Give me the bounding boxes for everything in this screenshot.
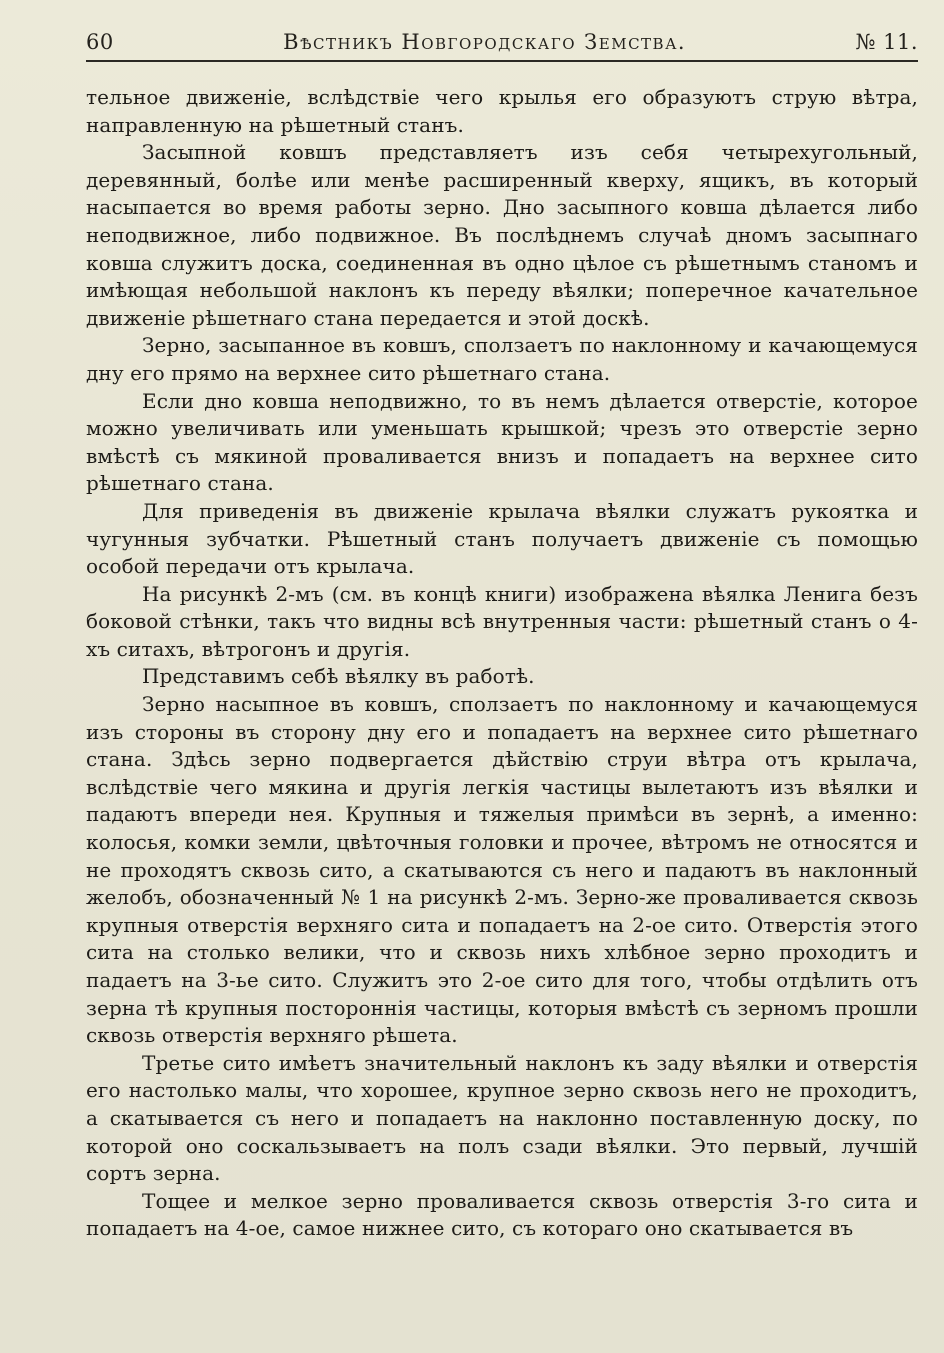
page-number: 60 [86, 30, 114, 54]
paragraph: Зерно, засыпанное въ ковшъ, сползаетъ по наклонному и качающемуся дну его прямо на верхнее сито рѣшетнаго стана. [86, 333, 918, 385]
paragraph: Тощее и мелкое зерно проваливается сквозь отверстія 3-го сита и попадаетъ на 4-ое, самое нижнее сито, съ котораго оно скатывается въ [86, 1188, 918, 1241]
paragraph: Зерно насыпное въ ковшъ, сползаетъ по наклонному и качающемуся изъ стороны въ сторону дну его и попадаетъ на верхнее сито рѣшетнаго стана. Здѣсь зерно подвергается дѣйствію струи вѣтра отъ крылача, вслѣдствіе чего мякина и другія легкія частицы вылетаютъ изъ вѣялки и падаютъ впереди нея. Крупныя и тяжелыя примѣси въ зернѣ, а именно: колосья, комки земли, цвѣточныя головки и прочее, вѣтромъ не относятся и не проходятъ сквозь сито, а скатываются съ него и падаютъ въ наклонный желобъ, обозначенный № 1 на рисункѣ 2-мъ. Зерно-же проваливается сквозь крупныя отверстія верхняго сита и попадаетъ на 2-ое сито. Отверстія этого сита на столько велики, что и сквозь нихъ хлѣбное зерно проходитъ и падаетъ на 3-ье сито. Служитъ это 2-ое сито для того, чтобы отдѣлить отъ зерна тѣ крупныя постороннія частицы, которыя вмѣстѣ съ зерномъ прошли сквозь отверстія верхняго рѣшета. [86, 692, 918, 1048]
body-text [86, 84, 918, 1243]
journal-title: Вѣстникъ Новгородскаго Земства. [283, 30, 687, 54]
paragraph: тельное движеніе, вслѣдствіе чего крылья его образуютъ струю вѣтра, направленную на рѣшетный станъ. [86, 85, 918, 137]
paragraph: Если дно ковша неподвижно, то въ немъ дѣлается отверстіе, которое можно увеличивать или уменьшать крышкой; чрезъ это отверстіе зерно вмѣстѣ съ мякиной проваливается внизъ и попадаетъ на верхнее сито рѣшетнаго стана. [86, 388, 918, 496]
paragraph: Засыпной ковшъ представляетъ изъ себя четырехугольный, деревянный, болѣе или менѣе расширенный кверху, ящикъ, въ который насыпается во время работы зерно. Дно засыпного ковша дѣлается либо неподвижное, либо подвижное. Въ послѣднемъ случаѣ дномъ засыпнаго ковша служитъ доска, соединенная въ одно цѣлое съ рѣшетнымъ станомъ и имѣющая небольшой наклонъ къ переду вѣялки; поперечное качательное движеніе рѣшетнаго стана передается и этой доскѣ. [86, 140, 918, 330]
paragraph: Для приведенія въ движеніе крылача вѣялки служатъ рукоятка и чугунныя зубчатки. Рѣшетный станъ получаетъ движеніе съ помощью особой передачи отъ крылача. [86, 498, 918, 579]
paragraph: Представимъ себѣ вѣялку въ работѣ. [142, 664, 535, 689]
issue-number: № 11. [855, 30, 918, 54]
paragraph: На рисункѣ 2-мъ (см. въ концѣ книги) изображена вѣялка Ленига безъ боковой стѣнки, такъ что видны всѣ внутренныя части: рѣшетный станъ о 4-хъ ситахъ, вѣтрогонъ и другія. [86, 581, 918, 661]
paragraph: Третье сито имѣетъ значительный наклонъ къ заду вѣялки и отверстія его настолько малы, что хорошее, крупное зерно сквозь него не проходитъ, а скатывается съ него и попадаетъ на наклонно поставленную доску, по которой оно соскальзываетъ на полъ сзади вѣялки. Это первый, лучшій сортъ зерна. [86, 1050, 918, 1186]
running-header [86, 30, 918, 58]
header-rule [86, 60, 918, 62]
